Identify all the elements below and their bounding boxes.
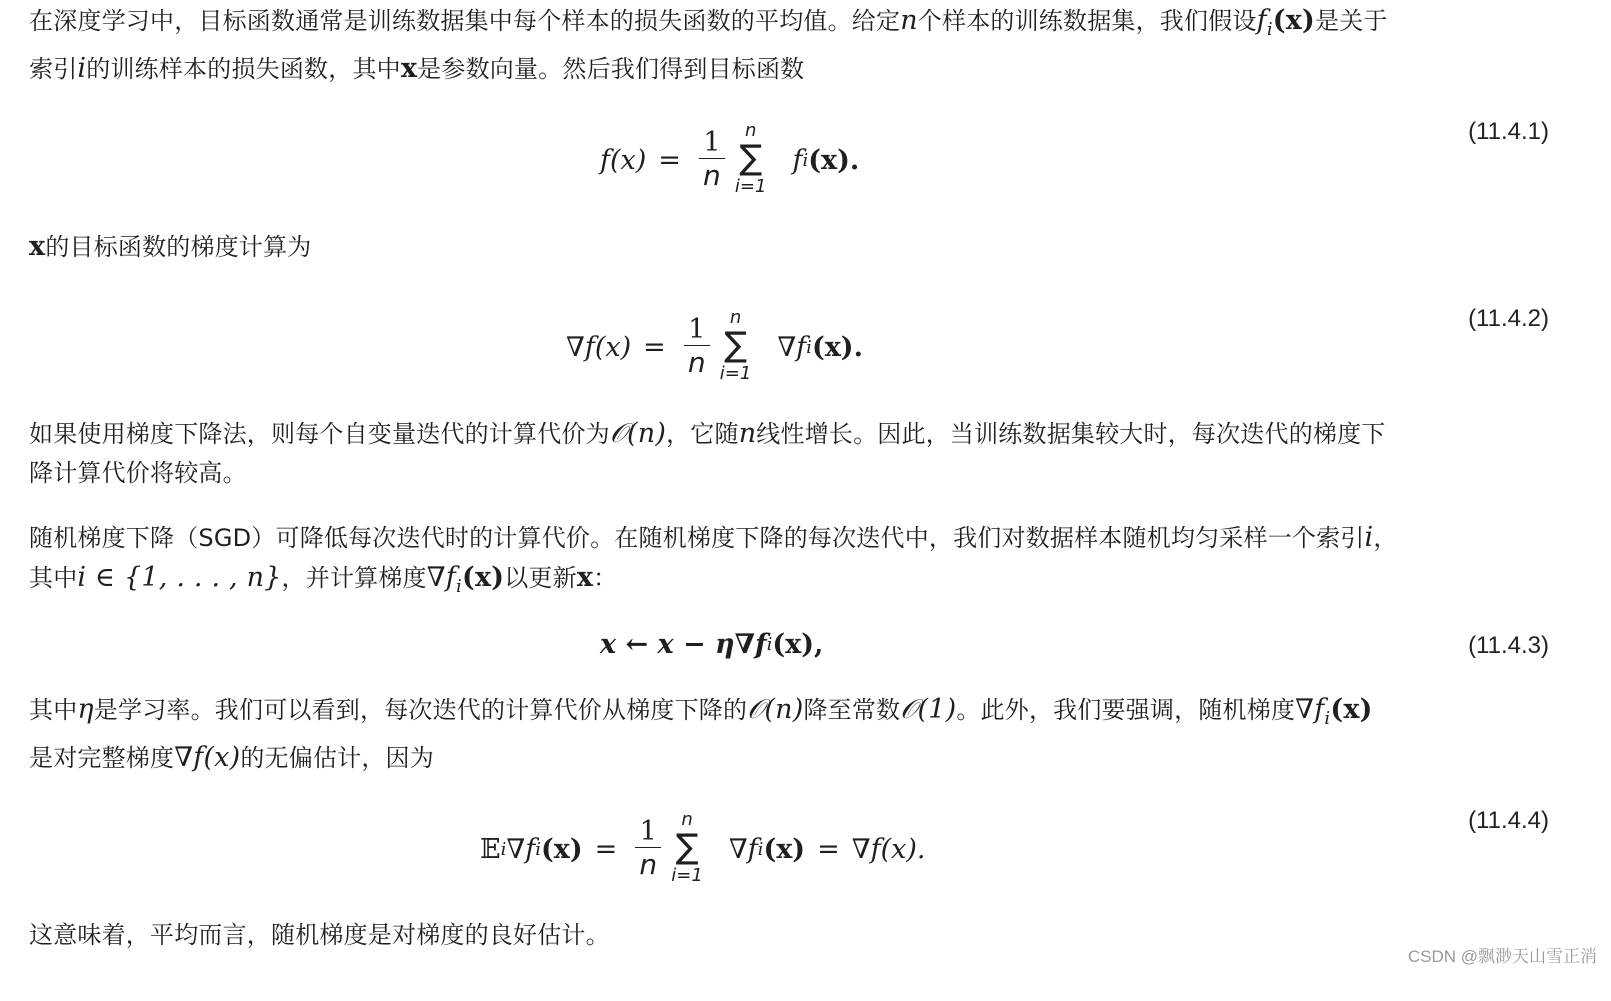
fraction-numerator: 1: [639, 815, 657, 847]
math-x-bold: x: [29, 231, 46, 262]
eq-sub-i: i: [500, 838, 507, 860]
math-n: n: [900, 5, 918, 36]
math-i: i: [1364, 522, 1374, 553]
fraction-denominator: n: [639, 847, 658, 881]
fraction-numerator: 1: [688, 313, 706, 345]
math-index-set: i ∈ {1, . . . , n}: [77, 562, 282, 593]
text-run: 在深度学习中，目标函数通常是训练数据集中每个样本的损失函数的平均值。给定: [29, 7, 901, 35]
eq-rhs-grad-f: ∇f: [777, 331, 807, 363]
text-run: 如果使用梯度下降法，则每个自变量迭代的计算代价为: [29, 420, 610, 448]
sgd-paragraph: [29, 518, 1569, 606]
math-i: i: [77, 53, 87, 84]
fraction-denominator: n: [703, 158, 721, 192]
math-sub-i: i: [456, 576, 462, 597]
equation-11-4-1: [0, 105, 1611, 215]
math-full-gradient: ∇f(x): [174, 742, 241, 773]
math-x-bold: x: [576, 562, 594, 593]
text-run: 的目标函数的梯度计算为: [45, 233, 312, 261]
eq-equals: =: [817, 833, 840, 865]
text-run: 其中: [29, 564, 78, 592]
eq-rhs: ∇f(x).: [851, 833, 926, 865]
eq-tail: (x),: [772, 628, 824, 660]
sum-upper: n: [729, 307, 742, 328]
watermark: CSDN @飘渺天山雪正消: [1407, 947, 1597, 966]
eq-lhs: ∇f(x): [566, 331, 632, 363]
math-x: (x): [1272, 5, 1316, 36]
text-run: 的无偏估计，因为: [240, 744, 434, 772]
fraction: [699, 128, 725, 193]
text-run: 个样本的训练数据集，我们假设: [917, 7, 1257, 35]
equation-body: [480, 794, 925, 904]
gradient-paragraph: [29, 227, 1569, 267]
fraction: [635, 817, 661, 882]
text-run: 索引: [29, 55, 78, 83]
text-run: 其中: [29, 696, 78, 724]
text-run: 线性增长。因此，当训练数据集较大时，每次迭代的梯度下: [756, 420, 1386, 448]
text-run: 是参数向量。然后我们得到目标函数: [417, 55, 805, 83]
eq-rhs-sub: i: [802, 149, 809, 171]
text-run: 以更新: [504, 564, 577, 592]
sum-lower: i=1: [671, 865, 703, 886]
equation-body: [566, 292, 863, 402]
text-run: 。此外，我们要强调，随机梯度: [956, 696, 1296, 724]
eq-x: (x): [763, 833, 806, 865]
equation-11-4-4: [0, 794, 1611, 904]
text-run: 降至常数: [803, 696, 901, 724]
math-x-bold: x: [400, 53, 418, 84]
sum-lower: i=1: [719, 363, 752, 384]
intro-paragraph: [29, 1, 1569, 89]
cost-paragraph: [29, 414, 1569, 493]
eq-sub-i: i: [766, 633, 773, 655]
text-run: ，: [1373, 524, 1398, 552]
eq-rhs-x: (x).: [808, 144, 860, 176]
fraction-denominator: n: [687, 345, 706, 379]
sum-sigma: ∑: [739, 138, 763, 178]
eq-sub-i: i: [757, 838, 764, 860]
sum-sigma: ∑: [724, 325, 747, 365]
fraction-numerator: 1: [703, 126, 721, 158]
sum-sigma: ∑: [675, 827, 699, 867]
text-run: ，并计算梯度: [281, 564, 427, 592]
unbiased-paragraph: [29, 690, 1569, 778]
math-sub-i: i: [1324, 708, 1331, 729]
eq-expectation: 𝔼: [480, 833, 501, 865]
equation-number: (11.4.2): [1468, 305, 1549, 332]
summation: [671, 810, 703, 888]
math-x: (x): [1330, 694, 1373, 725]
math-grad-f: ∇f: [1295, 694, 1325, 725]
text-run: ：: [593, 564, 618, 592]
eq-grad-f: ∇f: [728, 833, 758, 865]
text-run: 是对完整梯度: [29, 744, 175, 772]
eq-lhs: f(x): [600, 144, 647, 176]
equation-number: (11.4.3): [1468, 632, 1549, 659]
text-run: 是学习率。我们可以看到，每次迭代的计算代价从梯度下降的: [93, 696, 748, 724]
eq-equals: =: [643, 331, 666, 363]
math-big-o-n: 𝒪(n): [609, 418, 667, 449]
math-eta: η: [77, 694, 94, 725]
eq-equals: =: [658, 144, 681, 176]
fraction: [684, 315, 710, 380]
math-x: (x): [461, 562, 505, 593]
math-grad-f: ∇f: [426, 562, 456, 593]
text-run: 的训练样本的损失函数，其中: [86, 55, 401, 83]
text-run: 降计算代价将较高。: [29, 459, 247, 487]
sum-upper: n: [744, 120, 757, 141]
eq-rhs-sub: i: [806, 336, 812, 358]
text-run: 这意味着，平均而言，随机梯度是对梯度的良好估计。: [29, 921, 610, 949]
conclusion-paragraph: [29, 916, 1569, 955]
equation-body: [600, 105, 859, 215]
math-sub-i: i: [1266, 19, 1273, 40]
eq-equals: =: [594, 833, 618, 865]
text-run: ，它随: [666, 420, 739, 448]
equation-body: [600, 616, 823, 672]
math-f: f: [1256, 5, 1267, 36]
sgd-update: x ← x − η∇f: [600, 628, 767, 660]
equation-number: (11.4.1): [1468, 118, 1549, 145]
equation-number: (11.4.4): [1468, 807, 1549, 834]
equation-11-4-3: [0, 616, 1611, 672]
math-n: n: [738, 418, 757, 449]
summation: [720, 308, 752, 386]
eq-rhs-f: f: [792, 144, 803, 176]
sum-upper: n: [681, 809, 693, 830]
math-big-o-1: 𝒪(1): [900, 694, 957, 725]
equation-11-4-2: [0, 292, 1611, 402]
eq-sub-i: i: [535, 838, 541, 860]
eq-rhs-x: (x).: [811, 331, 863, 363]
text-run: 随机梯度下降（SGD）可降低每次迭代时的计算代价。在随机梯度下降的每次迭代中，我们对数据样本随机均匀采样一个索引: [29, 524, 1365, 552]
summation: [735, 121, 767, 199]
eq-grad-f: ∇f: [506, 833, 536, 865]
math-big-o-n: 𝒪(n): [747, 694, 804, 725]
sum-lower: i=1: [734, 176, 767, 197]
text-run: 是关于: [1315, 7, 1388, 35]
eq-x: (x): [540, 833, 583, 865]
